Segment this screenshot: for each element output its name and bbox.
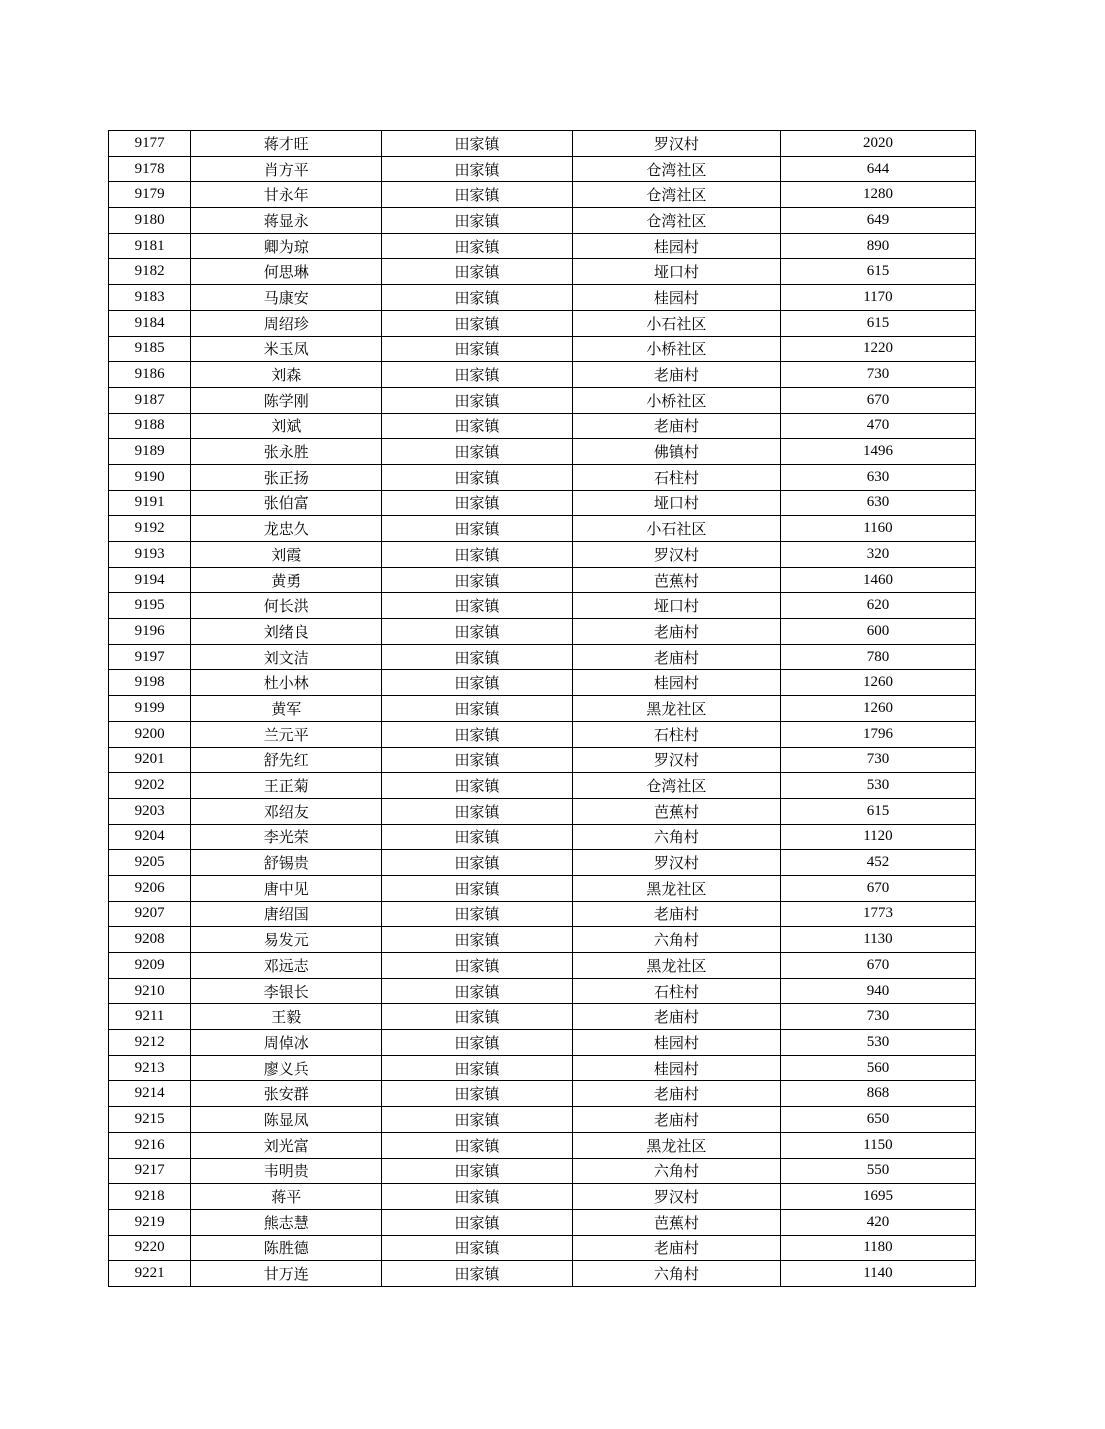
cell-amount: 940	[780, 978, 975, 1004]
cell-name: 张永胜	[191, 439, 382, 465]
cell-amount: 530	[780, 773, 975, 799]
cell-id: 9187	[109, 387, 191, 413]
cell-id: 9196	[109, 619, 191, 645]
cell-village: 石柱村	[572, 464, 780, 490]
cell-amount: 420	[780, 1209, 975, 1235]
cell-town: 田家镇	[382, 593, 573, 619]
table-row	[109, 542, 976, 568]
cell-village: 老庙村	[572, 362, 780, 388]
cell-village: 石柱村	[572, 978, 780, 1004]
cell-name: 周绍珍	[191, 310, 382, 336]
cell-town: 田家镇	[382, 336, 573, 362]
table-row	[109, 798, 976, 824]
cell-id: 9221	[109, 1261, 191, 1287]
table-row	[109, 1261, 976, 1287]
cell-town: 田家镇	[382, 208, 573, 234]
table-row	[109, 1158, 976, 1184]
cell-village: 老庙村	[572, 901, 780, 927]
table-row	[109, 901, 976, 927]
cell-name: 王正菊	[191, 773, 382, 799]
cell-town: 田家镇	[382, 131, 573, 157]
cell-village: 桂园村	[572, 233, 780, 259]
cell-name: 杜小林	[191, 670, 382, 696]
cell-name: 黄军	[191, 696, 382, 722]
cell-amount: 1280	[780, 182, 975, 208]
cell-id: 9211	[109, 1004, 191, 1030]
cell-town: 田家镇	[382, 1209, 573, 1235]
cell-name: 舒先红	[191, 747, 382, 773]
cell-name: 刘斌	[191, 413, 382, 439]
table-row	[109, 721, 976, 747]
cell-id: 9212	[109, 1030, 191, 1056]
table-row	[109, 285, 976, 311]
cell-village: 六角村	[572, 824, 780, 850]
cell-name: 刘森	[191, 362, 382, 388]
cell-id: 9181	[109, 233, 191, 259]
table-row	[109, 387, 976, 413]
cell-id: 9203	[109, 798, 191, 824]
cell-village: 黑龙社区	[572, 696, 780, 722]
cell-village: 罗汉村	[572, 131, 780, 157]
cell-name: 龙忠久	[191, 516, 382, 542]
cell-town: 田家镇	[382, 387, 573, 413]
table-row	[109, 953, 976, 979]
table-row	[109, 644, 976, 670]
cell-id: 9215	[109, 1107, 191, 1133]
cell-id: 9216	[109, 1132, 191, 1158]
cell-town: 田家镇	[382, 182, 573, 208]
table-row	[109, 182, 976, 208]
cell-amount: 1120	[780, 824, 975, 850]
cell-name: 甘永年	[191, 182, 382, 208]
cell-village: 六角村	[572, 927, 780, 953]
table-row	[109, 413, 976, 439]
cell-name: 唐绍国	[191, 901, 382, 927]
cell-name: 甘万连	[191, 1261, 382, 1287]
table-row	[109, 131, 976, 157]
table-row	[109, 516, 976, 542]
cell-id: 9186	[109, 362, 191, 388]
cell-town: 田家镇	[382, 619, 573, 645]
cell-village: 桂园村	[572, 285, 780, 311]
cell-village: 仓湾社区	[572, 156, 780, 182]
cell-village: 老庙村	[572, 644, 780, 670]
cell-name: 李光荣	[191, 824, 382, 850]
table-row	[109, 773, 976, 799]
cell-name: 邓绍友	[191, 798, 382, 824]
cell-id: 9219	[109, 1209, 191, 1235]
cell-town: 田家镇	[382, 490, 573, 516]
cell-town: 田家镇	[382, 1184, 573, 1210]
cell-id: 9189	[109, 439, 191, 465]
cell-amount: 1220	[780, 336, 975, 362]
cell-id: 9214	[109, 1081, 191, 1107]
cell-town: 田家镇	[382, 1030, 573, 1056]
cell-amount: 868	[780, 1081, 975, 1107]
cell-village: 小石社区	[572, 516, 780, 542]
cell-village: 六角村	[572, 1261, 780, 1287]
cell-name: 蒋显永	[191, 208, 382, 234]
table-row	[109, 593, 976, 619]
cell-name: 蒋平	[191, 1184, 382, 1210]
cell-village: 芭蕉村	[572, 798, 780, 824]
table-row	[109, 336, 976, 362]
cell-id: 9199	[109, 696, 191, 722]
cell-name: 马康安	[191, 285, 382, 311]
cell-id: 9185	[109, 336, 191, 362]
cell-amount: 1150	[780, 1132, 975, 1158]
table-row	[109, 1235, 976, 1261]
cell-id: 9177	[109, 131, 191, 157]
cell-name: 蒋才旺	[191, 131, 382, 157]
table-row	[109, 1184, 976, 1210]
cell-id: 9200	[109, 721, 191, 747]
cell-id: 9202	[109, 773, 191, 799]
cell-town: 田家镇	[382, 1055, 573, 1081]
cell-amount: 2020	[780, 131, 975, 157]
cell-village: 小桥社区	[572, 336, 780, 362]
cell-name: 舒锡贵	[191, 850, 382, 876]
cell-village: 黑龙社区	[572, 1132, 780, 1158]
table-row	[109, 567, 976, 593]
cell-name: 廖义兵	[191, 1055, 382, 1081]
cell-name: 张伯富	[191, 490, 382, 516]
cell-name: 黄勇	[191, 567, 382, 593]
cell-name: 刘霞	[191, 542, 382, 568]
cell-id: 9201	[109, 747, 191, 773]
table-row	[109, 619, 976, 645]
cell-amount: 1180	[780, 1235, 975, 1261]
cell-village: 仓湾社区	[572, 208, 780, 234]
cell-town: 田家镇	[382, 1235, 573, 1261]
roster-table-body	[109, 131, 976, 1287]
cell-village: 老庙村	[572, 1004, 780, 1030]
table-row	[109, 1209, 976, 1235]
cell-town: 田家镇	[382, 696, 573, 722]
cell-id: 9213	[109, 1055, 191, 1081]
cell-id: 9218	[109, 1184, 191, 1210]
cell-town: 田家镇	[382, 1004, 573, 1030]
cell-name: 何长洪	[191, 593, 382, 619]
cell-amount: 615	[780, 798, 975, 824]
cell-town: 田家镇	[382, 850, 573, 876]
cell-id: 9205	[109, 850, 191, 876]
cell-amount: 452	[780, 850, 975, 876]
cell-id: 9193	[109, 542, 191, 568]
cell-amount: 530	[780, 1030, 975, 1056]
cell-name: 陈学刚	[191, 387, 382, 413]
cell-id: 9217	[109, 1158, 191, 1184]
cell-name: 唐中见	[191, 875, 382, 901]
table-row	[109, 208, 976, 234]
cell-town: 田家镇	[382, 798, 573, 824]
cell-village: 垭口村	[572, 593, 780, 619]
cell-name: 易发元	[191, 927, 382, 953]
cell-id: 9220	[109, 1235, 191, 1261]
cell-name: 王毅	[191, 1004, 382, 1030]
cell-name: 李银长	[191, 978, 382, 1004]
cell-id: 9182	[109, 259, 191, 285]
cell-id: 9183	[109, 285, 191, 311]
cell-town: 田家镇	[382, 747, 573, 773]
cell-amount: 1773	[780, 901, 975, 927]
cell-amount: 615	[780, 259, 975, 285]
cell-village: 黑龙社区	[572, 953, 780, 979]
cell-amount: 320	[780, 542, 975, 568]
cell-town: 田家镇	[382, 1132, 573, 1158]
cell-amount: 1260	[780, 670, 975, 696]
cell-amount: 644	[780, 156, 975, 182]
table-row	[109, 696, 976, 722]
table-row	[109, 233, 976, 259]
cell-town: 田家镇	[382, 516, 573, 542]
cell-town: 田家镇	[382, 953, 573, 979]
cell-town: 田家镇	[382, 978, 573, 1004]
table-row	[109, 1081, 976, 1107]
cell-name: 韦明贵	[191, 1158, 382, 1184]
cell-amount: 550	[780, 1158, 975, 1184]
table-row	[109, 927, 976, 953]
cell-name: 肖方平	[191, 156, 382, 182]
table-row	[109, 875, 976, 901]
cell-amount: 600	[780, 619, 975, 645]
cell-village: 老庙村	[572, 1107, 780, 1133]
cell-amount: 630	[780, 464, 975, 490]
cell-amount: 670	[780, 953, 975, 979]
cell-amount: 730	[780, 362, 975, 388]
cell-town: 田家镇	[382, 1158, 573, 1184]
cell-id: 9197	[109, 644, 191, 670]
table-row	[109, 362, 976, 388]
cell-town: 田家镇	[382, 310, 573, 336]
cell-town: 田家镇	[382, 464, 573, 490]
cell-amount: 615	[780, 310, 975, 336]
cell-town: 田家镇	[382, 542, 573, 568]
cell-town: 田家镇	[382, 233, 573, 259]
cell-id: 9208	[109, 927, 191, 953]
cell-name: 兰元平	[191, 721, 382, 747]
cell-name: 卿为琼	[191, 233, 382, 259]
table-row	[109, 1055, 976, 1081]
cell-village: 垭口村	[572, 490, 780, 516]
cell-amount: 630	[780, 490, 975, 516]
cell-amount: 1140	[780, 1261, 975, 1287]
cell-id: 9191	[109, 490, 191, 516]
cell-village: 黑龙社区	[572, 875, 780, 901]
cell-amount: 1496	[780, 439, 975, 465]
cell-amount: 730	[780, 747, 975, 773]
cell-amount: 1160	[780, 516, 975, 542]
cell-town: 田家镇	[382, 156, 573, 182]
cell-name: 熊志慧	[191, 1209, 382, 1235]
cell-village: 老庙村	[572, 619, 780, 645]
cell-town: 田家镇	[382, 362, 573, 388]
cell-village: 罗汉村	[572, 850, 780, 876]
cell-village: 老庙村	[572, 413, 780, 439]
cell-amount: 650	[780, 1107, 975, 1133]
cell-village: 罗汉村	[572, 542, 780, 568]
cell-town: 田家镇	[382, 259, 573, 285]
table-row	[109, 490, 976, 516]
cell-name: 米玉凤	[191, 336, 382, 362]
cell-id: 9210	[109, 978, 191, 1004]
cell-id: 9195	[109, 593, 191, 619]
cell-name: 张安群	[191, 1081, 382, 1107]
table-row	[109, 670, 976, 696]
cell-town: 田家镇	[382, 875, 573, 901]
table-row	[109, 464, 976, 490]
cell-village: 小桥社区	[572, 387, 780, 413]
cell-town: 田家镇	[382, 567, 573, 593]
cell-town: 田家镇	[382, 721, 573, 747]
cell-amount: 620	[780, 593, 975, 619]
cell-amount: 670	[780, 875, 975, 901]
cell-amount: 1260	[780, 696, 975, 722]
cell-village: 佛镇村	[572, 439, 780, 465]
cell-town: 田家镇	[382, 644, 573, 670]
cell-town: 田家镇	[382, 927, 573, 953]
cell-id: 9184	[109, 310, 191, 336]
cell-id: 9198	[109, 670, 191, 696]
cell-amount: 470	[780, 413, 975, 439]
cell-amount: 1695	[780, 1184, 975, 1210]
cell-id: 9192	[109, 516, 191, 542]
cell-id: 9190	[109, 464, 191, 490]
table-row	[109, 310, 976, 336]
cell-amount: 560	[780, 1055, 975, 1081]
cell-name: 陈胜德	[191, 1235, 382, 1261]
cell-town: 田家镇	[382, 413, 573, 439]
cell-town: 田家镇	[382, 1261, 573, 1287]
cell-amount: 670	[780, 387, 975, 413]
cell-amount: 1796	[780, 721, 975, 747]
cell-village: 桂园村	[572, 1030, 780, 1056]
cell-id: 9204	[109, 824, 191, 850]
cell-name: 陈显凤	[191, 1107, 382, 1133]
table-row	[109, 439, 976, 465]
cell-village: 桂园村	[572, 670, 780, 696]
cell-id: 9188	[109, 413, 191, 439]
table-row	[109, 1030, 976, 1056]
cell-name: 刘绪良	[191, 619, 382, 645]
cell-id: 9178	[109, 156, 191, 182]
cell-village: 老庙村	[572, 1235, 780, 1261]
cell-amount: 649	[780, 208, 975, 234]
cell-town: 田家镇	[382, 670, 573, 696]
cell-town: 田家镇	[382, 1081, 573, 1107]
cell-town: 田家镇	[382, 773, 573, 799]
cell-village: 石柱村	[572, 721, 780, 747]
cell-id: 9180	[109, 208, 191, 234]
cell-amount: 780	[780, 644, 975, 670]
cell-amount: 1170	[780, 285, 975, 311]
cell-name: 刘文洁	[191, 644, 382, 670]
cell-village: 小石社区	[572, 310, 780, 336]
table-row	[109, 747, 976, 773]
cell-village: 桂园村	[572, 1055, 780, 1081]
cell-amount: 730	[780, 1004, 975, 1030]
roster-table	[108, 130, 976, 1287]
table-row	[109, 1132, 976, 1158]
cell-town: 田家镇	[382, 439, 573, 465]
cell-amount: 1460	[780, 567, 975, 593]
cell-village: 芭蕉村	[572, 567, 780, 593]
cell-village: 仓湾社区	[572, 182, 780, 208]
cell-amount: 1130	[780, 927, 975, 953]
cell-village: 仓湾社区	[572, 773, 780, 799]
table-row	[109, 1107, 976, 1133]
cell-name: 张正扬	[191, 464, 382, 490]
table-row	[109, 978, 976, 1004]
cell-village: 垭口村	[572, 259, 780, 285]
cell-id: 9207	[109, 901, 191, 927]
cell-town: 田家镇	[382, 824, 573, 850]
table-row	[109, 259, 976, 285]
cell-village: 六角村	[572, 1158, 780, 1184]
cell-town: 田家镇	[382, 1107, 573, 1133]
cell-village: 罗汉村	[572, 747, 780, 773]
cell-village: 罗汉村	[572, 1184, 780, 1210]
cell-id: 9179	[109, 182, 191, 208]
table-row	[109, 824, 976, 850]
cell-name: 刘光富	[191, 1132, 382, 1158]
cell-id: 9206	[109, 875, 191, 901]
cell-town: 田家镇	[382, 901, 573, 927]
cell-amount: 890	[780, 233, 975, 259]
cell-village: 老庙村	[572, 1081, 780, 1107]
cell-name: 周倬冰	[191, 1030, 382, 1056]
table-row	[109, 850, 976, 876]
cell-id: 9209	[109, 953, 191, 979]
cell-name: 邓远志	[191, 953, 382, 979]
table-row	[109, 1004, 976, 1030]
cell-id: 9194	[109, 567, 191, 593]
cell-village: 芭蕉村	[572, 1209, 780, 1235]
table-row	[109, 156, 976, 182]
cell-town: 田家镇	[382, 285, 573, 311]
cell-name: 何思琳	[191, 259, 382, 285]
